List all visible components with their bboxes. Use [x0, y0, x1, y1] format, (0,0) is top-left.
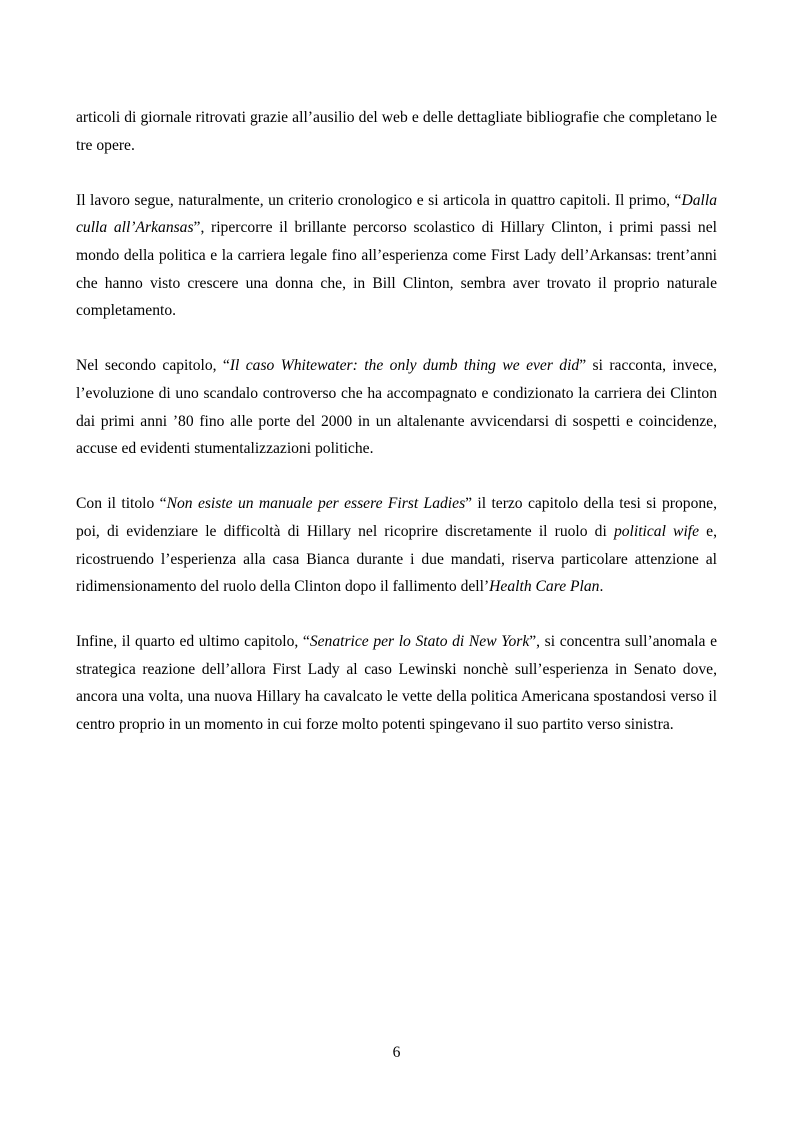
- paragraph-chapter-four: [76, 628, 717, 738]
- body-text: [76, 104, 717, 766]
- page-number: 6: [392, 1044, 401, 1061]
- paragraph-text: ” si racconta, invece, l’evoluzione di uno scandalo controverso che ha accompagnato e condizionato la carriera dei Clinton dai primi anni ’80 fino alle porte del 2000 in un altalenante avvicendarsi di sospetti e coincidenze, accuse ed evidenti stumentalizzazioni politiche.: [76, 357, 718, 458]
- paragraph-text: ”, ripercorre il brillante percorso scolastico di Hillary Clinton, i primi passi nel mondo della politica e la carriera legale fino all’esperienza come First Lady dell’Arkansas: trent’anni che hanno visto crescere una donna che, in Bill Clinton, sembra aver trovato il proprio naturale completamento.: [76, 219, 717, 320]
- paragraph-text: Nel secondo capitolo, “: [76, 357, 230, 375]
- italic-title-text: Non esiste un manuale per essere First Ladies: [166, 495, 466, 513]
- paragraph-chapter-overview: [76, 187, 717, 325]
- paragraph-text: ”, si concentra sull’anomala e strategica reazione dell’allora First Lady al caso Lewinski nonchè sull’esperienza in Senato dove, ancora una volta, una nuova Hillary ha cavalcato le vette della politica Americana spostandosi verso il centro proprio in un momento in cui forze molto potenti spingevano il suo partito verso sinistra.: [76, 633, 717, 734]
- italic-title-text: Il caso Whitewater: the only dumb thing we ever did: [229, 357, 580, 375]
- paragraph-text: .: [599, 578, 604, 596]
- paragraph-chapter-two: [76, 352, 717, 462]
- paragraph-chapter-three: [76, 490, 717, 600]
- italic-title-text: Health Care Plan: [489, 578, 600, 596]
- paragraph-text: articoli di giornale ritrovati grazie all’ausilio del web e delle dettagliate bibliografie che completano le tre opere.: [76, 109, 717, 154]
- paragraph-text: Infine, il quarto ed ultimo capitolo, “: [76, 633, 310, 651]
- paragraph-text: e, ricostruendo l’esperienza alla casa Bianca durante i due mandati, riserva particolare attenzione al ridimensionamento del ruolo della Clinton dopo il fallimento dell’: [76, 522, 717, 596]
- paragraph-continuation: [76, 104, 717, 159]
- italic-title-text: Dalla culla all’Arkansas: [76, 191, 717, 237]
- paragraph-text: ” il terzo capitolo della tesi si propone, poi, di evidenziare le difficoltà di Hillary nel ricoprire discretamente il ruolo di: [76, 495, 717, 540]
- italic-title-text: Senatrice per lo Stato di New York: [309, 633, 530, 651]
- italic-title-text: political wife: [613, 522, 700, 540]
- paragraph-text: Con il titolo “: [76, 495, 167, 513]
- paragraph-text: Il lavoro segue, naturalmente, un criterio cronologico e si articola in quattro capitoli. Il primo, “: [76, 191, 682, 209]
